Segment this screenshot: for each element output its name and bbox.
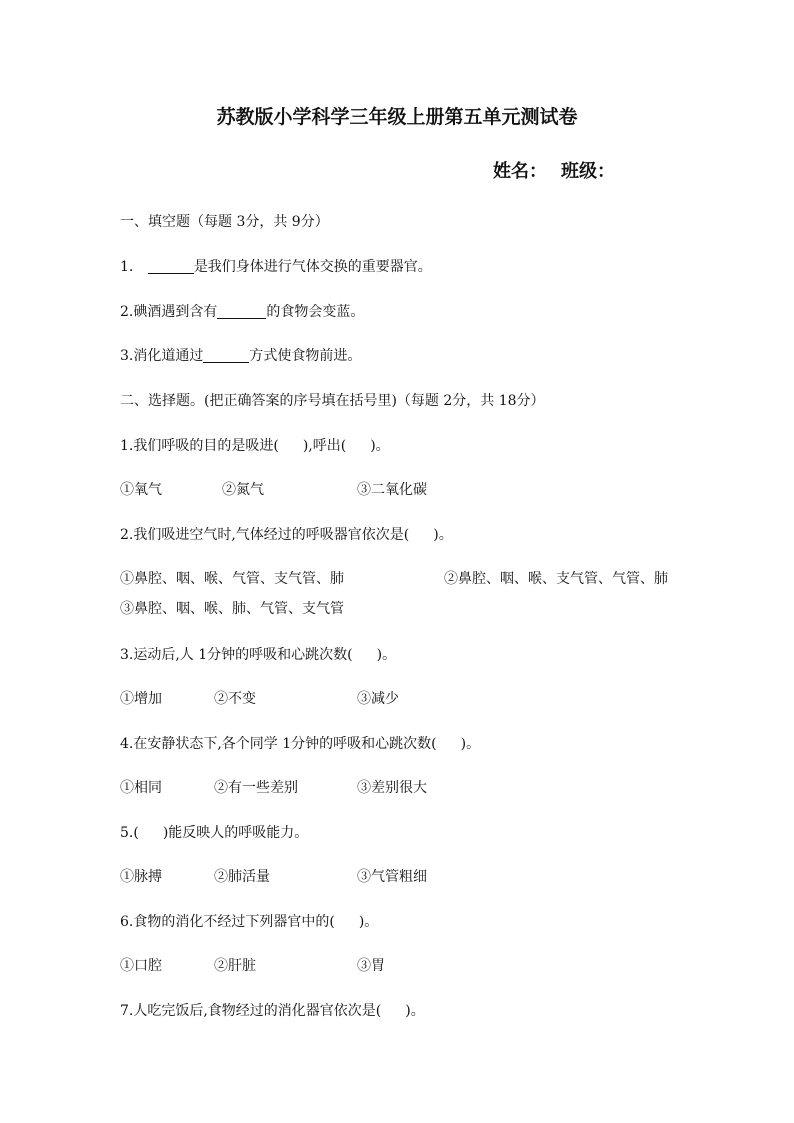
student-info bbox=[493, 160, 629, 184]
page-title: 苏教版小学科学三年级上册第五单元测试卷 bbox=[216, 106, 578, 128]
choice-question-5 bbox=[120, 824, 308, 842]
option-3: ③差别很大 bbox=[357, 780, 427, 796]
fill-question-1 bbox=[120, 258, 432, 276]
option-1: ①相同 bbox=[120, 780, 162, 796]
option-2: ②不变 bbox=[214, 691, 256, 707]
option-3: ③气管粗细 bbox=[357, 869, 427, 885]
q-text-a: 4.在安静状态下,各个同学 1分钟的呼吸和心跳次数( bbox=[120, 736, 437, 752]
fill-question-2 bbox=[120, 303, 364, 321]
q-text-post: 方式使食物前进。 bbox=[249, 348, 362, 364]
q-text-a: 6.食物的消化不经过下列器官中的( bbox=[120, 914, 335, 930]
option-1: ①脉搏 bbox=[120, 869, 162, 885]
option-2: ②氮气 bbox=[222, 482, 264, 498]
q-text-a: 5.( bbox=[120, 825, 139, 841]
option-3: ③二氧化碳 bbox=[357, 482, 427, 498]
fill-question-3 bbox=[120, 347, 361, 365]
option-2: ②有一些差别 bbox=[214, 780, 298, 796]
q-text-b: )。 bbox=[376, 647, 397, 663]
option-2: ②肝脏 bbox=[214, 958, 256, 974]
q-text-post: 的食物会变蓝。 bbox=[266, 304, 365, 320]
option-1: ①增加 bbox=[120, 691, 162, 707]
answer-blank[interactable] bbox=[217, 304, 266, 319]
q-text-a: 2.我们吸进空气时,气体经过的呼吸器官依次是( bbox=[120, 527, 410, 543]
answer-blank[interactable] bbox=[203, 348, 249, 363]
q-number: 1. bbox=[120, 259, 134, 275]
q-text-c: )。 bbox=[370, 438, 390, 454]
name-label: 姓名： bbox=[493, 161, 547, 182]
q-text-b: )。 bbox=[405, 1003, 425, 1019]
option-3: ③鼻腔、咽、喉、肺、气管、支气管 bbox=[120, 601, 344, 617]
q-text-a: 3.运动后,人 1分钟的呼吸和心跳次数( bbox=[120, 647, 353, 663]
choice-question-2 bbox=[120, 526, 453, 544]
choice-question-3 bbox=[120, 646, 396, 664]
section2-heading: 二、选择题。(把正确答案的序号填在括号里)（每题 2分，共 18分） bbox=[120, 393, 545, 409]
q-text-b: )。 bbox=[460, 736, 481, 752]
choice-question-4 bbox=[120, 735, 480, 753]
q-text-pre: 2.碘酒遇到含有 bbox=[120, 304, 218, 320]
choice-question-6 bbox=[120, 913, 378, 931]
section1-heading: 一、填空题（每题 3分，共 9分） bbox=[120, 214, 329, 230]
option-3: ③减少 bbox=[357, 691, 399, 707]
q-text: 是我们身体进行气体交换的重要器官。 bbox=[193, 259, 432, 275]
class-label: 班级： bbox=[561, 161, 615, 182]
choice-question-1 bbox=[120, 437, 390, 455]
option-2: ②肺活量 bbox=[214, 869, 270, 885]
option-2: ②鼻腔、咽、喉、支气管、气管、肺 bbox=[444, 571, 668, 587]
q-text-a: 7.人吃完饭后,食物经过的消化器官依次是( bbox=[120, 1003, 382, 1019]
q-text-b: )。 bbox=[433, 527, 453, 543]
q-text-b: )。 bbox=[358, 914, 379, 930]
q-text-b: ),呼出( bbox=[302, 438, 347, 454]
option-3: ③胃 bbox=[357, 958, 385, 974]
choice-question-7 bbox=[120, 1002, 425, 1020]
option-1: ①鼻腔、咽、喉、气管、支气管、肺 bbox=[120, 571, 344, 587]
q-text-pre: 3.消化道通过 bbox=[120, 348, 204, 364]
q-text-a: 1.我们呼吸的目的是吸进( bbox=[120, 438, 279, 454]
answer-blank[interactable] bbox=[148, 259, 194, 274]
option-1: ①口腔 bbox=[120, 958, 162, 974]
q-text-b: )能反映人的呼吸能力。 bbox=[162, 825, 309, 841]
option-1: ①氧气 bbox=[120, 482, 162, 498]
